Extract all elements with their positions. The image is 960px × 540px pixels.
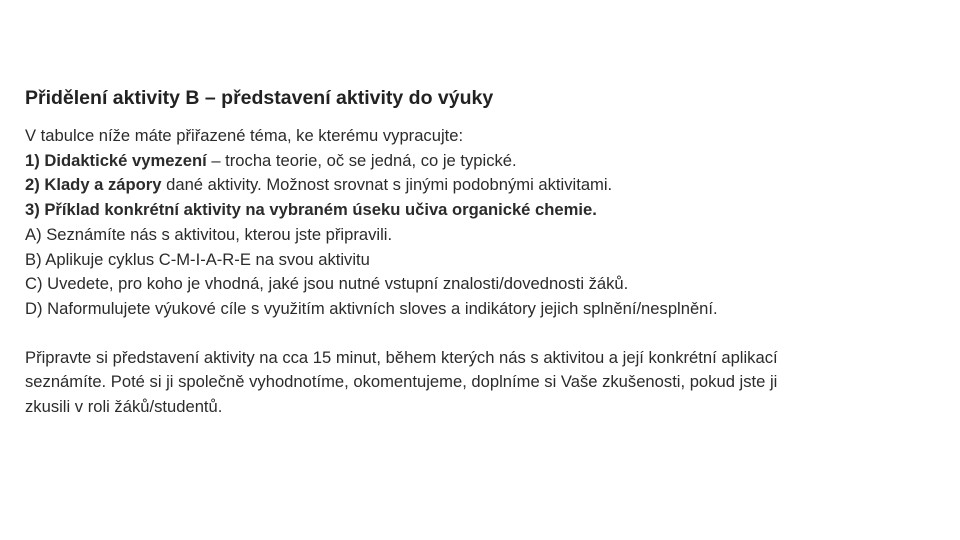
- subpoint-a: A) Seznámíte nás s aktivitou, kterou jste připravili.: [25, 224, 393, 244]
- subpoint-b: B) Aplikuje cyklus C-M-I-A-R-E na svou aktivitu: [25, 249, 370, 269]
- closing-line-1: Připravte si představení aktivity na cca 15 minut, během kterých nás s aktivitou a její konkrétní aplikací: [25, 347, 778, 367]
- closing-paragraph: [25, 346, 935, 420]
- point-3: [25, 198, 935, 223]
- point-2: [25, 173, 935, 198]
- closing-line-3: zkusili v roli žáků/studentů.: [25, 397, 223, 417]
- slide-content: [25, 84, 935, 420]
- point-1: [25, 149, 935, 174]
- point-1-bold: 1) Didaktické vymezení: [25, 150, 207, 170]
- subpoint-c: C) Uvedete, pro koho je vhodná, jaké jsou nutné vstupní znalosti/dovednosti žáků.: [25, 274, 629, 294]
- task-instructions: [25, 124, 935, 322]
- point-2-bold: 2) Klady a zápory: [25, 175, 162, 195]
- page-title: Přidělení aktivity B – představení aktivity do výuky: [25, 87, 494, 109]
- subpoint-d: D) Naformulujete výukové cíle s využitím aktivních sloves a indikátory jejich splnění/nesplnění.: [25, 298, 718, 318]
- closing-line-2: seznámíte. Poté si ji společně vyhodnotíme, okomentujeme, doplníme si Vaše zkušenosti, pokud jste ji: [25, 372, 778, 392]
- intro-text: V tabulce níže máte přiřazené téma, ke kterému vypracujte:: [25, 126, 464, 145]
- point-1-rest: – trocha teorie, oč se jedná, co je typické.: [206, 150, 517, 170]
- point-3-bold: 3) Příklad konkrétní aktivity na vybraném úseku učiva organické chemie.: [25, 200, 597, 220]
- point-2-rest: dané aktivity. Možnost srovnat s jinými podobnými aktivitami.: [161, 175, 613, 195]
